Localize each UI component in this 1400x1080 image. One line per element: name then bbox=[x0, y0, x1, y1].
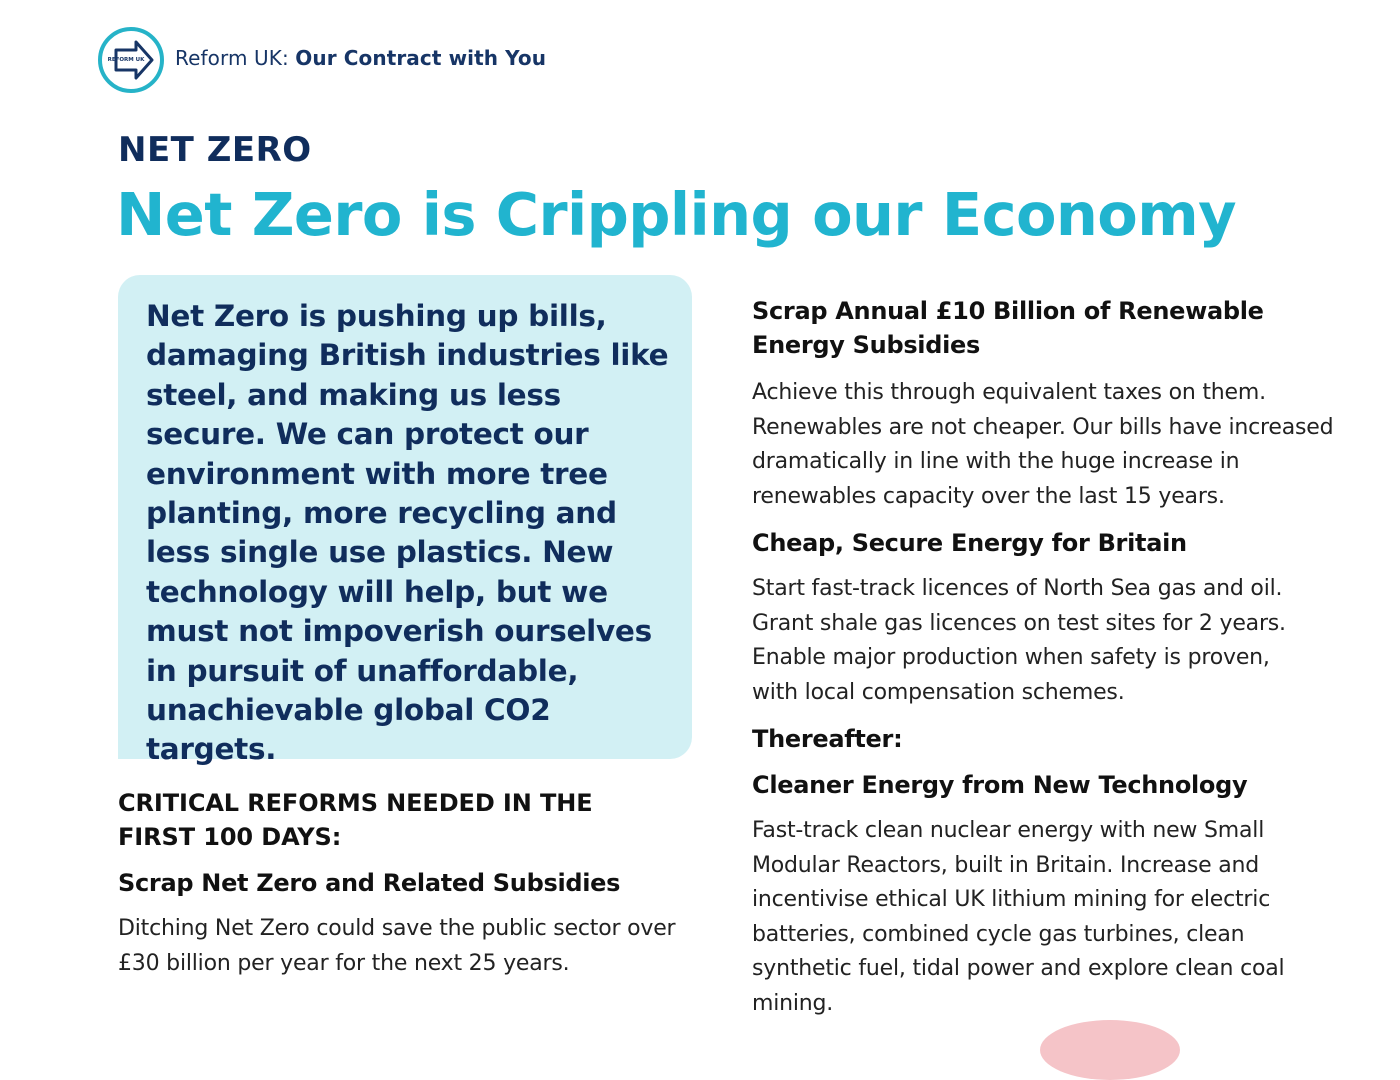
reforms-heading-line-1: CRITICAL REFORMS NEEDED IN THE bbox=[118, 789, 593, 817]
right-column bbox=[752, 294, 1352, 1021]
item-body-cheap-energy: Start fast-track licences of North Sea gas and oil. Grant shale gas licences on test sites for 2 years. Enable major production when safety is proven, with local compensation schemes. bbox=[752, 576, 1286, 705]
document-title: Our Contract with You bbox=[295, 46, 547, 70]
brand-name: Reform UK: bbox=[175, 46, 289, 70]
document-header bbox=[175, 46, 546, 70]
item-title-scrap-net-zero: Scrap Net Zero and Related Subsidies bbox=[118, 869, 621, 897]
callout-text: Net Zero is pushing up bills, damaging British industries like steel, and making us less secure. We can protect our environment with more tree planting, more recycling and less single use plastics. New technology will help, but we must not impoverish ourselves in pursuit of unaffordable, unachievable global CO2 targets. bbox=[146, 299, 669, 767]
item-body-renewable-subsidies: Achieve this through equivalent taxes on them. Renewables are not cheaper. Our bills have increased dramatically in line with the huge increase in renewables capacity over the last 15 years. bbox=[752, 380, 1334, 509]
callout-box bbox=[118, 275, 692, 767]
decorative-shape bbox=[1040, 1020, 1180, 1080]
page-headline: Net Zero is Crippling our Economy bbox=[116, 180, 1236, 249]
item-body-cleaner-energy: Fast-track clean nuclear energy with new Small Modular Reactors, built in Britain. Increase and incentivise ethical UK lithium mining for electric batteries, combined cycle gas turbines, clean synthetic fuel, tidal power and explore clean coal mining. bbox=[752, 818, 1285, 1016]
item-title-cleaner-energy: Cleaner Energy from New Technology bbox=[752, 771, 1248, 799]
item-title-cheap-energy: Cheap, Secure Energy for Britain bbox=[752, 529, 1187, 557]
item-body-scrap-net-zero: Ditching Net Zero could save the public sector over £30 billion per year for the next 25 years. bbox=[118, 916, 676, 976]
thereafter-label: Thereafter: bbox=[752, 725, 903, 753]
left-column bbox=[118, 786, 708, 981]
reforms-heading-line-2: FIRST 100 DAYS: bbox=[118, 823, 342, 851]
arrow-logo-icon bbox=[102, 31, 160, 89]
reform-uk-logo bbox=[98, 27, 164, 93]
item-title-renewable-subsidies: Scrap Annual £10 Billion of Renewable Energy Subsidies bbox=[752, 297, 1264, 359]
logo-text: REFORM UK bbox=[107, 57, 145, 63]
section-tag: NET ZERO bbox=[118, 130, 312, 170]
